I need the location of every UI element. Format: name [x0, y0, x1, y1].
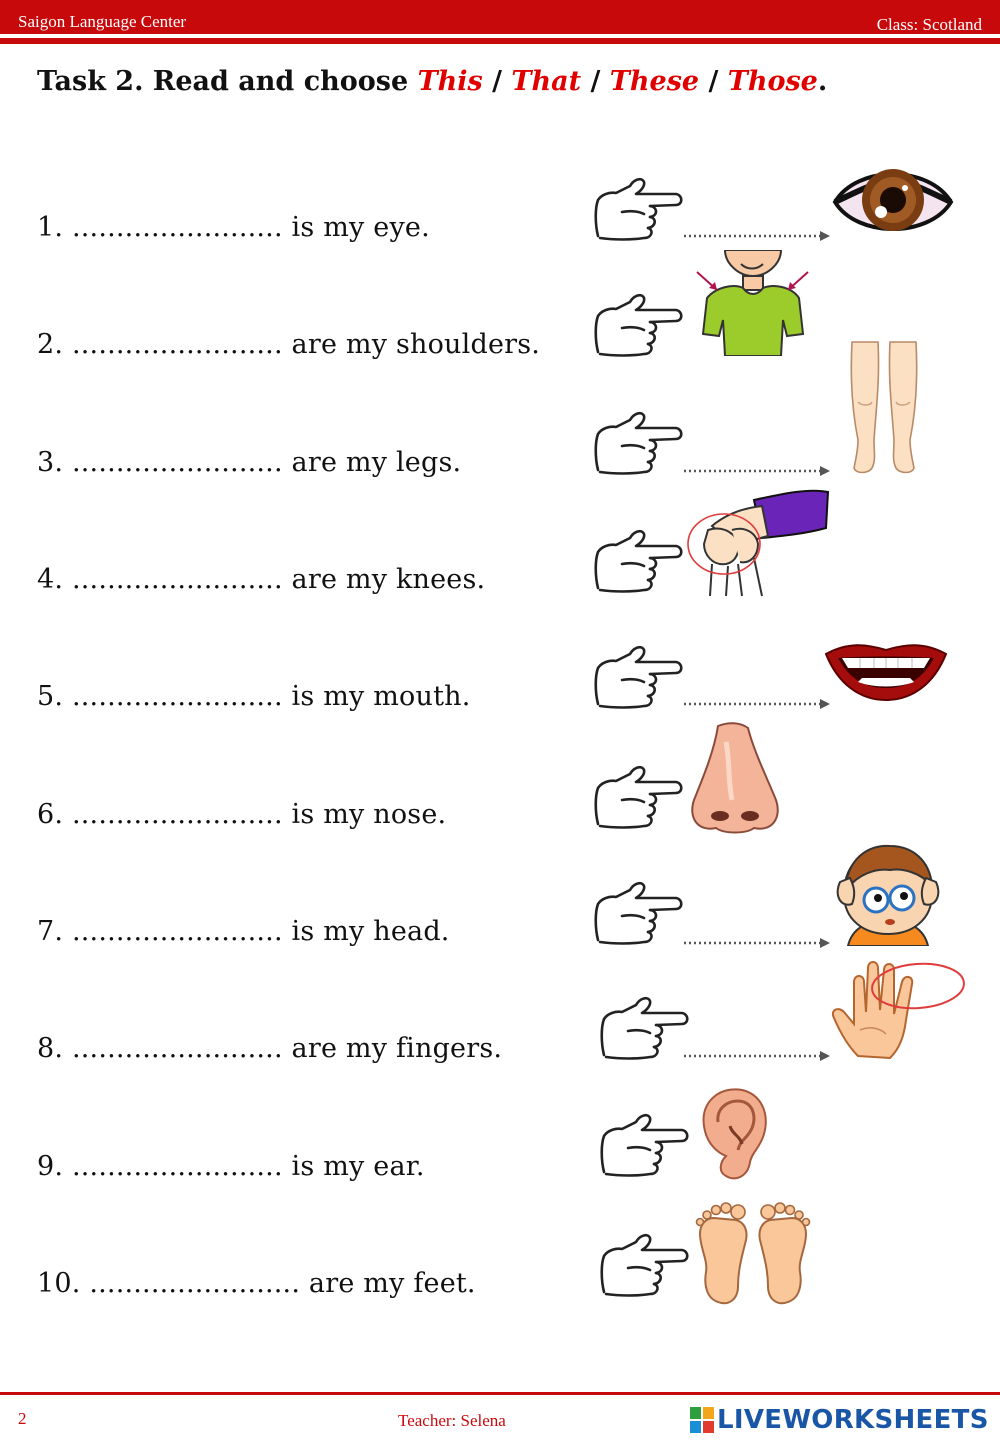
shoulders-picture — [695, 250, 810, 356]
dotted-arrow-icon — [682, 1049, 832, 1063]
item-number: 7. — [37, 916, 64, 947]
pointing-hand-icon — [592, 410, 684, 480]
option-this: This — [417, 66, 483, 97]
answer-blank[interactable]: ........................ — [71, 681, 283, 712]
brand-name: LIVEWORKSHEETS — [717, 1405, 989, 1435]
answer-blank[interactable]: ........................ — [71, 1151, 283, 1182]
answer-blank[interactable]: ........................ — [71, 447, 283, 478]
item-text: is my mouth. — [291, 681, 471, 712]
answer-blank[interactable]: ........................ — [71, 916, 283, 947]
item-text: is my head. — [291, 916, 450, 947]
knees-picture — [682, 486, 832, 598]
item-number: 2. — [37, 329, 64, 360]
pointing-hand-icon — [598, 995, 690, 1065]
item-text: are my legs. — [291, 447, 462, 478]
feet-picture — [692, 1200, 814, 1306]
task-title — [37, 66, 827, 97]
ear-picture — [696, 1086, 770, 1182]
item-text: are my knees. — [291, 564, 486, 595]
exercise-item — [37, 212, 430, 243]
dotted-arrow-icon — [682, 229, 832, 243]
item-text: is my nose. — [291, 799, 447, 830]
exercise-item — [37, 681, 471, 712]
fingers-picture — [830, 956, 966, 1066]
dotted-arrow-icon — [682, 464, 832, 478]
item-number: 1. — [37, 212, 64, 243]
item-number: 4. — [37, 564, 64, 595]
item-number: 9. — [37, 1151, 64, 1182]
eye-picture — [832, 160, 954, 238]
liveworksheets-logo[interactable] — [690, 1404, 989, 1436]
pointing-hand-icon — [592, 880, 684, 950]
header-rule — [0, 38, 1000, 44]
exercise-item — [37, 1033, 502, 1064]
class-label: Class: Scotland — [876, 15, 982, 34]
teacher-name: Teacher: Selena — [398, 1411, 506, 1430]
item-number: 5. — [37, 681, 64, 712]
pointing-hand-icon — [592, 764, 684, 834]
answer-blank[interactable]: ........................ — [71, 329, 283, 360]
item-number: 6. — [37, 799, 64, 830]
liveworksheets-logo-icon — [690, 1407, 714, 1433]
legs-picture — [844, 340, 924, 478]
item-text: are my feet. — [308, 1268, 476, 1299]
mouth-picture — [824, 636, 948, 702]
option-these: These — [609, 66, 700, 97]
item-text: are my fingers. — [291, 1033, 503, 1064]
item-number: 10. — [37, 1268, 81, 1299]
item-number: 8. — [37, 1033, 64, 1064]
answer-blank[interactable]: ........................ — [71, 212, 283, 243]
pointing-hand-icon — [592, 644, 684, 714]
pointing-hand-icon — [598, 1232, 690, 1302]
item-text: is my eye. — [291, 212, 430, 243]
task-suffix: . — [817, 66, 828, 97]
answer-blank[interactable]: ........................ — [89, 1268, 301, 1299]
item-text: is my ear. — [291, 1151, 425, 1182]
dotted-arrow-icon — [682, 697, 832, 711]
dotted-arrow-icon — [682, 936, 832, 950]
answer-blank[interactable]: ........................ — [71, 799, 283, 830]
pointing-hand-icon — [592, 176, 684, 246]
exercise-item — [37, 1151, 425, 1182]
exercise-item — [37, 916, 450, 947]
item-text: are my shoulders. — [291, 329, 541, 360]
exercise-item — [37, 564, 485, 595]
page-number: 2 — [18, 1409, 27, 1428]
exercise-item — [37, 799, 446, 830]
exercise-item — [37, 447, 461, 478]
option-that: That — [511, 66, 582, 97]
item-number: 3. — [37, 447, 64, 478]
exercise-item — [37, 329, 540, 360]
head-picture — [832, 842, 944, 946]
footer-rule — [0, 1392, 1000, 1395]
pointing-hand-icon — [592, 292, 684, 362]
answer-blank[interactable]: ........................ — [71, 1033, 283, 1064]
option-separator: / — [699, 66, 728, 97]
pointing-hand-icon — [598, 1112, 690, 1182]
option-those: Those — [727, 66, 818, 97]
pointing-hand-icon — [592, 528, 684, 598]
exercise-item — [37, 1268, 476, 1299]
answer-blank[interactable]: ........................ — [71, 564, 283, 595]
option-separator: / — [581, 66, 610, 97]
school-name: Saigon Language Center — [18, 12, 187, 31]
task-prefix: Task 2. Read and choose — [37, 66, 418, 97]
option-separator: / — [482, 66, 512, 97]
nose-picture — [688, 722, 782, 834]
